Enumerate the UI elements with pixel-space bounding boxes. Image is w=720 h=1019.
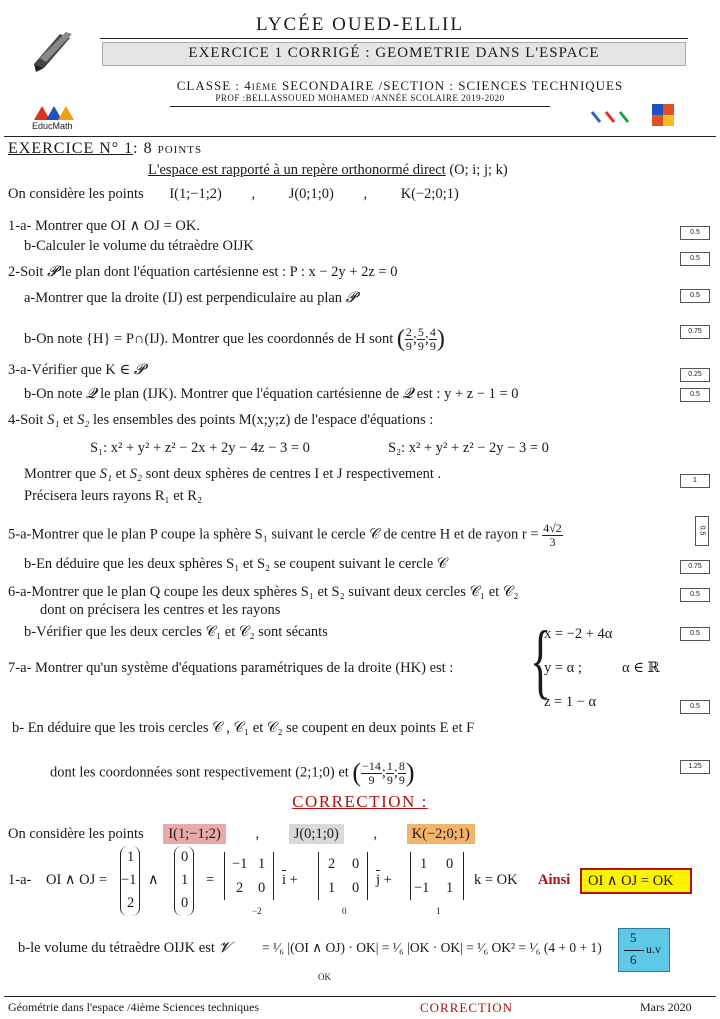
prof-rule — [170, 106, 550, 107]
question-1b: b-Calculer le volume du tétraèdre OIJK — [24, 238, 254, 254]
score-box: 0.5 — [680, 388, 710, 402]
score-box: 0.5 — [680, 627, 710, 641]
footer-left: Géométrie dans l'espace /4ième Sciences techniques — [8, 1000, 260, 1014]
cross-result: k = OK — [474, 872, 518, 888]
ainsi-label: Ainsi — [538, 872, 571, 888]
title-rule — [100, 38, 688, 39]
score-box: 0.75 — [680, 325, 710, 339]
exercise-title: EXERCICE 1 CORRIGÉ : GEOMETRIE DANS L'ESPACE — [188, 45, 600, 61]
question-2b: b-On note {H} = P∩(IJ). Montrer que les coordonnés de H sont ( $\frac{2}{9}$ ; $\frac{5}{9}$ ; $\frac{4}{9}$ ) — [24, 325, 445, 353]
correction-1a-label: 1-a- — [8, 872, 32, 888]
score-box: 0.25 — [680, 368, 710, 382]
question-2a: a-Montrer que la droite (IJ) est perpendiculaire au plan 𝓟 — [24, 290, 357, 306]
question-6b: b-Vérifier que les deux cercles 𝒞₁ et 𝒞₂ sont sécants — [24, 624, 328, 640]
footer-rule — [4, 996, 716, 997]
question-5a: 5-a-Montrer que le plan P coupe la sphère S₁ suivant le cercle 𝒞 de centre H et de rayon r = $\frac{4√2}{3}$ — [8, 521, 562, 549]
question-3a: 3-a-Vérifier que K ∈ 𝓟 — [8, 362, 145, 378]
footer-right: Mars 2020 — [640, 1000, 692, 1014]
question-1a: 1-a- Montrer que OI ∧ OJ = OK. — [8, 218, 200, 234]
crayons-cube-icon — [590, 100, 680, 132]
header-separator — [4, 136, 716, 137]
param-domain: α ∈ ℝ — [622, 660, 660, 676]
correction-heading: CORRECTION : — [292, 792, 428, 811]
volume-formula-underbrace: OK — [318, 972, 331, 982]
footer-center: CORRECTION — [420, 1000, 514, 1015]
question-6a-cont: dont on précisera les centres et les rayons — [40, 602, 281, 618]
frame-statement: L'espace est rapporté à un repère orthonormé direct (O; i; j; k) — [148, 162, 508, 178]
points-line: On considère les points I(1;−1;2) , J(0;1;0) , K(−2;0;1) — [8, 186, 459, 202]
volume-formula: = ¹⁄₆ |(OI ∧ OJ) · OK| = ¹⁄₆ |OK · OK| = ¹⁄₆ OK² = ¹⁄₆ (4 + 0 + 1) — [262, 940, 602, 955]
question-4-show: Montrer que S₁ et S₂ sont deux sphères de centres I et J respectivement . — [24, 466, 442, 482]
question-2: 2-Soit 𝓟 le plan dont l'équation cartésienne est : P : x − 2y + 2z = 0 — [8, 264, 398, 280]
score-box: 0.5 — [680, 700, 710, 714]
question-4: 4-Soit S₁ et S₂ les ensembles des points M(x;y;z) de l'espace d'équations : — [8, 412, 434, 428]
param-y: y = α ; — [544, 660, 582, 676]
question-7b-cont: dont les coordonnées sont respectivement (2;1;0) et ( $\frac{-14}{9}$ ; $\frac{1}{9}$ ; $\frac{8}{9}$ ) — [50, 758, 415, 787]
score-box: 1.25 — [680, 760, 710, 774]
question-3b: b-On note 𝓠 le plan (IJK). Montrer que l'équation cartésienne de 𝓠 est : y + z − 1 = 0 — [24, 386, 519, 402]
school-title: LYCÉE OUED-ELLIL — [256, 14, 464, 35]
educmath-logo-icon — [32, 104, 82, 122]
param-z: z = 1 − α — [544, 694, 597, 710]
question-7b: b- En déduire que les trois cercles 𝒞 , 𝒞₁ et 𝒞₂ se coupent en deux points E et F — [12, 720, 475, 736]
class-line: CLASSE : 4ième SECONDAIRE /SECTION : SCIENCES TECHNIQUES — [176, 78, 624, 93]
score-box: 0.5 — [680, 588, 710, 602]
score-box: 0.5 — [680, 289, 710, 303]
param-x: x = −2 + 4α — [544, 626, 613, 642]
score-box-vertical: 0.5 — [695, 516, 709, 546]
question-4-radius: Précisera leurs rayons R₁ et R₂ — [24, 488, 203, 504]
exercise-heading: EXERCICE N° 1: 8 points — [8, 140, 203, 157]
score-box: 0.5 — [680, 226, 710, 240]
correction-1b-label: b-le volume du tétraèdre OIJK est 𝓥 — [18, 940, 231, 956]
score-box: 0.5 — [680, 252, 710, 266]
question-6a: 6-a-Montrer que le plan Q coupe les deux sphères S₁ et S₂ suivant deux cercles 𝒞₁ et 𝒞₂ — [8, 584, 519, 600]
score-box: 1 — [680, 474, 710, 488]
question-5b: b-En déduire que les deux sphères S₁ et S₂ se coupent suivant le cercle 𝒞 — [24, 556, 448, 572]
educmath-label: EducMath — [32, 121, 73, 131]
sphere-1-equation: S₁: x² + y² + z² − 2x + 2y − 4z − 3 = 0 — [90, 440, 310, 456]
determinant-j — [318, 852, 368, 900]
prof-line: PROF :BELLASSOUED MOHAMED /ANNÉE SCOLAIRE 2019-2020 — [215, 93, 505, 103]
question-7a: 7-a- Montrer qu'un système d'équations paramétriques de la droite (HK) est : — [8, 660, 454, 676]
sphere-2-equation: S₂: x² + y² + z² − 2y − 3 = 0 — [388, 440, 549, 456]
correction-points-line: On considère les points I(1;−1;2) , J(0;1;0) , K(−2;0;1) — [8, 826, 475, 843]
ainsi-result: OI ∧ OJ = OK — [588, 873, 674, 889]
correction-cross-lhs: OI ∧ OJ = — [46, 872, 108, 888]
score-box: 0.75 — [680, 560, 710, 574]
